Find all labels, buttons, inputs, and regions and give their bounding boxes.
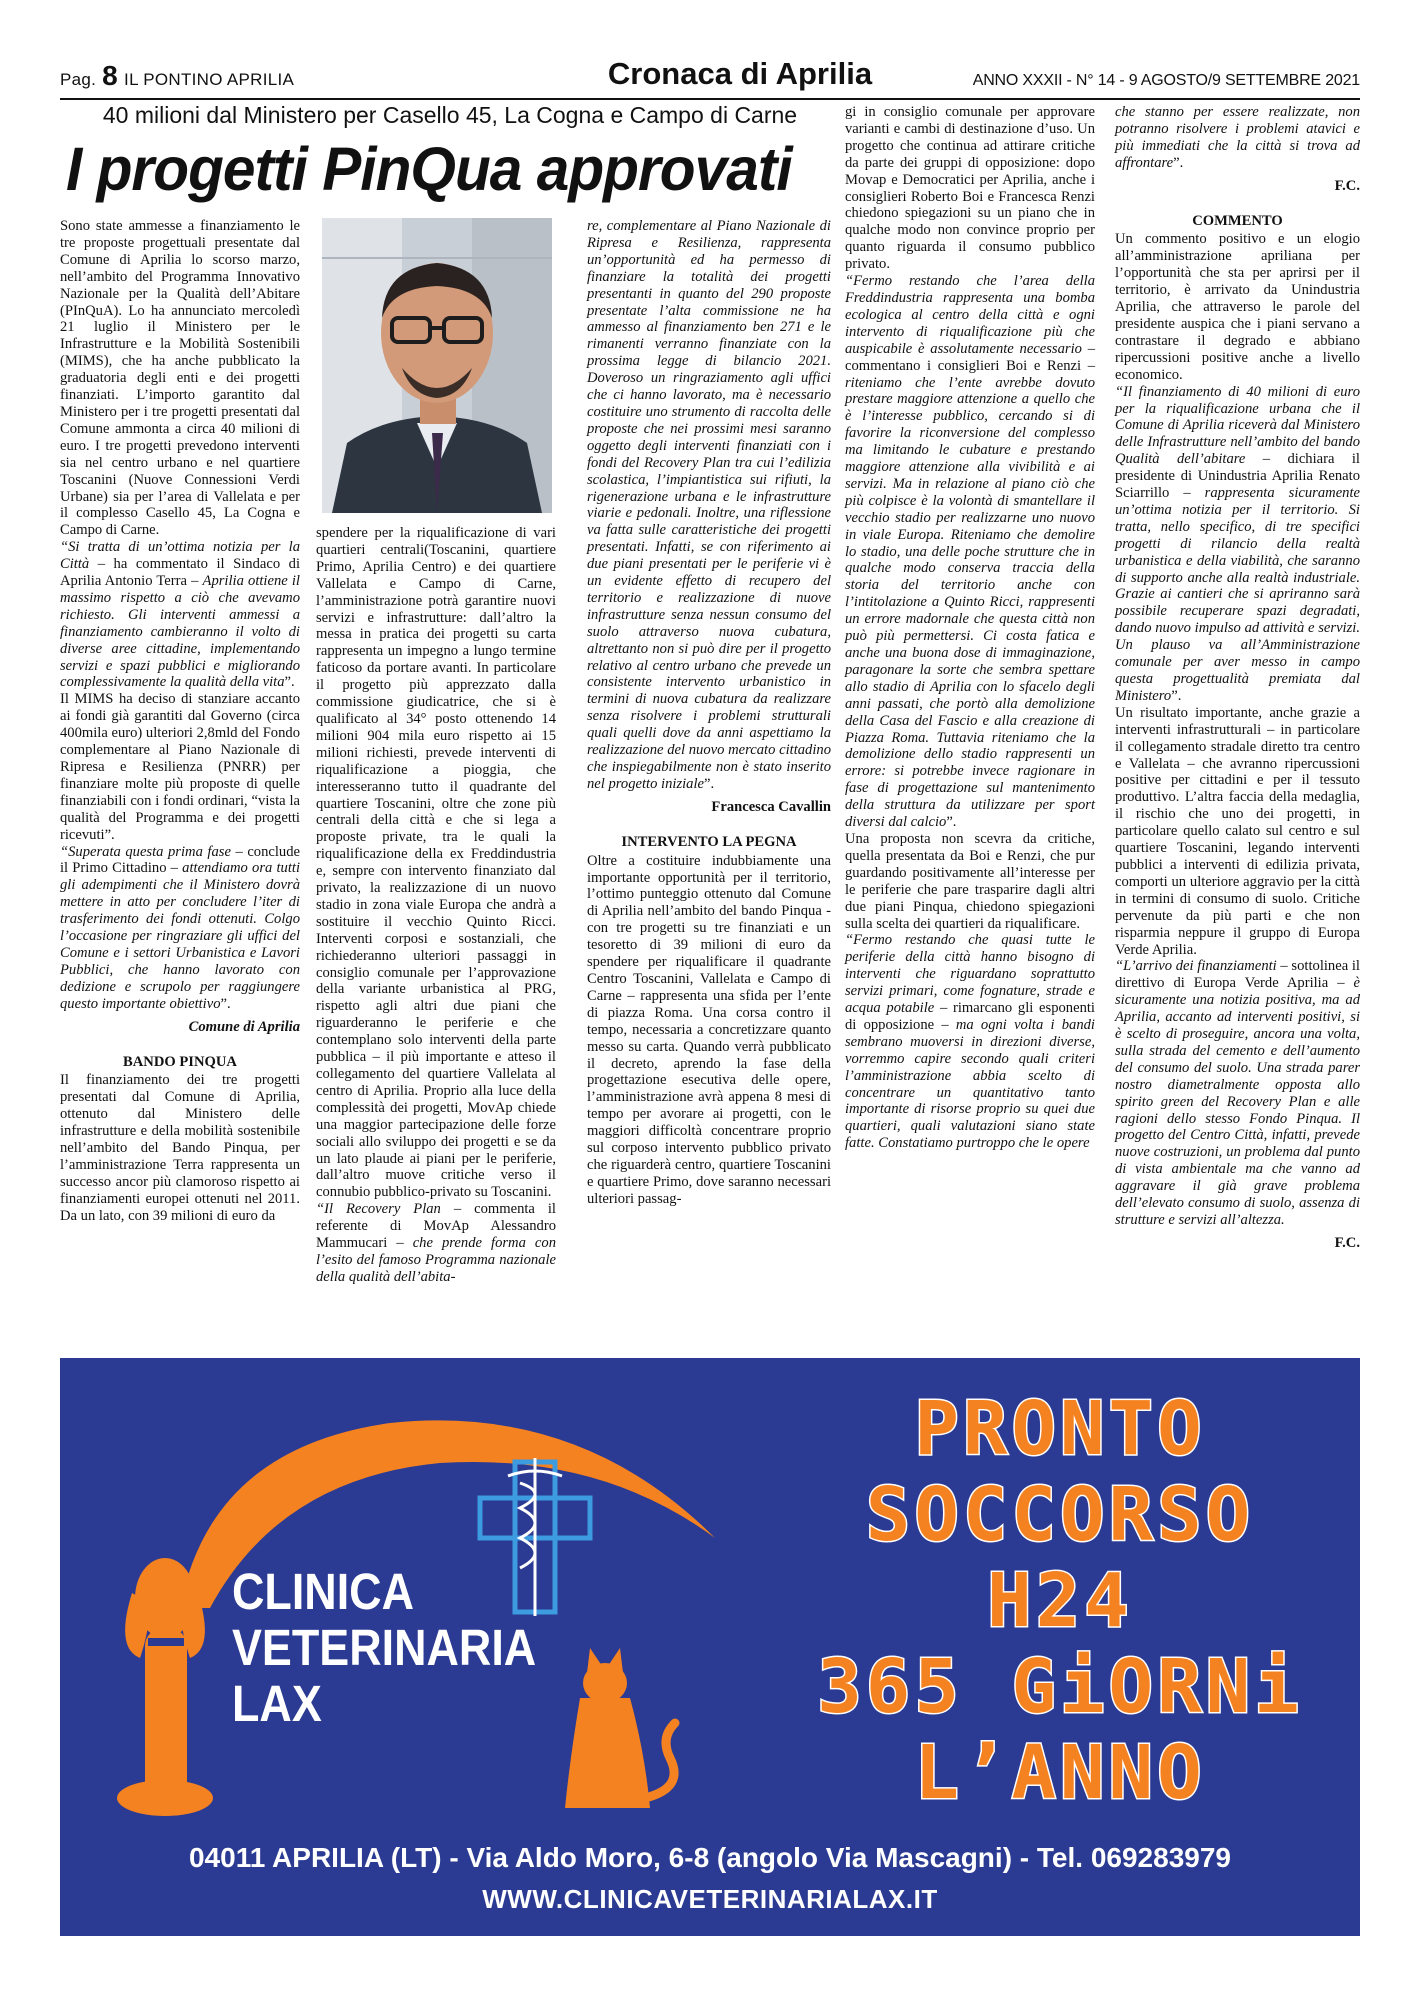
article-column-1 — [60, 218, 300, 1225]
paragraph: Sono state ammesse a finanziamento le tre proposte progettuali presentate dal Comune di Aprilia lo scorso marzo, nell’ambito del Programma Innovativo Nazionale per la Qualità dell’Abitare (PInQuA). Lo ha annunciato mercoledì 21 luglio il Ministero per le Infrastrutture e la Mobilità Sostenibili (MIMS), che ha anche pubblicato la graduatoria degli enti e dei progetti finanziati. L’importo garantito dal Ministero per i tre progetti presentati dal Comune ammonta a circa 40 milioni di euro. I tre progetti prevedono interventi sia nel centro urbano e nel quartiere Toscanini (Nuove Connessioni Verdi Urbane) sia per l’area di Vallelata e per il complesso Casello 45, La Cogna e Campo di Carne. — [60, 218, 300, 539]
clinic-address: 04011 APRILIA (LT) - Via Aldo Moro, 6-8 (angolo Via Mascagni) - Tel. 069283979 — [188, 1842, 1231, 1873]
byline: F.C. — [1334, 177, 1360, 194]
article-column-5 — [1115, 104, 1360, 1256]
paragraph: Il finanziamento dei tre progetti presentati dal Comune di Aprilia, ottenuto dal Ministero delle infrastrutture e della mobilità sostenibile nell’ambito del Bando Pinqua, per l’amministrazione Terra rappresenta un successo ancor più clamoroso rispetto ai finanziamenti europei ottenuti nel 2011. Da un lato, con 39 milioni di euro da — [60, 1072, 300, 1224]
quote-paragraph: “Si tratta di un’ottima notizia per la Città – ha commentato il Sindaco di Aprilia Antonio Terra – Aprilia ottiene il massimo rispetto a ciò che avevamo richiesto. Gli interventi ammessi a finanziamento cambieranno il volto di diverse aree cittadine, implementando servizi e spazi pubblici e migliorando complessivamente la qualità della vita”. — [60, 539, 300, 691]
article-kicker: 40 milioni dal Ministero per Casello 45, La Cogna e Campo di Carne — [102, 102, 798, 128]
paragraph: spendere per la riqualificazione di vari quartieri centrali(Toscanini, quartiere Primo, Aprilia Centro) e dei quartiere Vallelata e Campo di Carne, l’amministrazione potrà garantire nuovi servizi e infrastrutture: dall’altro la messa in pratica dei progetti su carta rappresenta un impegno a lungo termine faticoso da portare avanti. In particolare il progetto più apprezzato dalla commissione giudicatrice, che si è qualificato al 34° posto ottenendo 14 milioni 904 mila euro rispetto ai 15 milioni richiesti, prevede interventi di riqualificazione a pioggia, che interesseranno tutto il quadrante del quartiere Toscanini, oltre che zone più centrali della città e che si lega a proposte private, tra le quali la riqualificazione della ex Freddindustria e, sempre con intervento finanziato dal privato, la realizzazione di un nuovo stadio in zona viale Europa che andrà a sostituire il vecchio Quinto Ricci. Interventi corposi e sostanziali, che richiederanno ulteriori passaggi in consiglio comunale per l’approvazione della variante urbanistica al PRG, rispetto agli altri due piani che riguarderanno le periferie e che contemplano solo interventi della parte pubblica – il più importante e atteso il collegamento del quartiere Vallelata al centro di Aprilia. Proprio alla luce della complessità dei progetti, MovAp chiede una maggior partecipazione delle forze sociali allo sviluppo dei progetti e se da un lato plaude ai piani per le periferie, dall’altro muove critiche verso il connubio pubblico-privato su Toscanini. — [316, 525, 556, 1201]
subheading: INTERVENTO LA PEGNA — [621, 833, 797, 850]
publication-name: IL PONTINO APRILIA — [124, 70, 295, 89]
article-column-2 — [316, 525, 556, 1286]
cat-silhouette-icon — [565, 1648, 675, 1808]
page-info — [60, 60, 294, 92]
byline: Francesca Cavallin — [711, 798, 831, 815]
clinic-advertisement[interactable] — [60, 1358, 1360, 1936]
dog-silhouette-icon — [117, 1558, 213, 1816]
issue-info: ANNO XXXII - N° 14 - 9 AGOSTO/9 SETTEMBRE 2021 — [972, 72, 1360, 89]
paragraph: Il MIMS ha deciso di stanziare accanto ai fondi già garantiti dal Governo (circa 400mila euro) ulteriori 2,8mld del Fondo complementare al Piano Nazionale di Ripresa e Resilienza (PNRR) per finanziare molte più proposte di quelle finanziabili con i fondi ordinari, “vista la qualità del Programma e dei progetti ricevuti”. — [60, 691, 300, 843]
quote-paragraph: “Il Recovery Plan – commenta il referente di MovAp Alessandro Mammucari – che prende forma con l’esito del famoso Programma nazionale della qualità dell’abita- — [316, 1201, 556, 1285]
paragraph: Un risultato importante, anche grazie a interventi infrastrutturali – in particolare il collegamento stradale diretto tra centro e Vallelata – che avranno ripercussioni positive per cittadini e per il tessuto produttivo. L’altra faccia della medaglia, il rischio che uno dei progetti, in particolare quello calato sul centro e sul quartiere Toscanini, legando interventi pubblici a interventi di edilizia privata, comporti un ulteriore aggravio per la città in termini di consumo di suolo. Critiche pervenute da più parti e che non risparmia neppure il gruppo di Europa Verde Aprilia. — [1115, 704, 1360, 958]
page-number: 8 — [102, 60, 119, 91]
quote-paragraph: che stanno per essere realizzate, non potranno risolvere i problemi atavici e più immediati che la città si trova ad affrontare”. — [1115, 104, 1360, 171]
subheading: BANDO PINQUA — [123, 1053, 237, 1070]
quote-paragraph: “Il finanziamento di 40 milioni di euro per la riqualificazione urbana che il Comune di Aprilia riceverà dal Ministero delle Infrastrutture nell’ambito del bando Qualità dell’abitare – dichiara il presidente di Unindustria Aprilia Renato Sciarrillo – rappresenta sicuramente un’ottima notizia per il territorio. Si tratta, nello specifico, di tre specifici progetti di rilancio della realtà urbanistica e della viabilità, che saranno di supporto anche alla realtà industriale. Grazie ai cantieri che si apriranno sarà possibile recuperare spazi degradati, dando nuovo impulso ad attività e servizi. Un plauso va all’Amministrazione comunale per aver messo in campo questa progettualità premiata dal Ministero”. — [1115, 383, 1360, 704]
quote-paragraph: “Superata questa prima fase – conclude il Primo Cittadino – attendiamo ora tutti gli adempimenti che il Ministero dovrà mettere in atto per concludere l’iter di trasferimento dei fondi ottenuti. Colgo l’occasione per ringraziare gli uffici del Comune e i settori Urbanistica e Lavori Pubblici, che hanno lavorato con dedizione e scrupolo per raggiungere questo importante obiettivo”. — [60, 843, 301, 1012]
header-divider — [60, 98, 1360, 100]
portrait-photo — [322, 218, 552, 513]
byline: F.C. — [1334, 1234, 1360, 1251]
paragraph: gi in consiglio comunale per approvare varianti e cambi di destinazione d’uso. Un progetto che continua ad attirare critiche da parte dei gruppi di opposizione: dopo Movap e Democratici per Aprilia, anche i consiglieri Roberto Boi e Francesca Renzi chiedono spiegazioni su un piano che in qualche modo non convince proprio per quanto riguarda il consumo pubblico privato. — [845, 104, 1095, 273]
clinic-website-link[interactable]: WWW.CLINICAVETERINARIALAX.IT — [482, 1884, 938, 1914]
quote-paragraph: “Fermo restando che l’area della Freddindustria rappresenta una bomba ecologica al centro della città e ogni intervento di riqualificazione più che auspicabile è assolutamente necessario – commentano i consiglieri Boi e Renzi – riteniamo che l’ente avrebbe dovuto prestare maggiore attenzione a quello che è l’interesse pubblico, cercando si di favorire la riconversione del complesso ma limitando le cubature e prestando maggiore attenzione alla vivibilità e ai servizi. Ma in relazione al piano ciò che più colpisce è la volontà di smantellare il vecchio stadio per realizzarne uno nuovo in viale Europa. Riteniamo che demolire lo stadio, una delle poche strutture che in qualche modo conserva traccia della storia del territorio anche con l’intitolazione a Quinto Ricci, rappresenti un errore madornale che questa città non può più permettersi. Ci costa fatica e anche una buona dose di immaginazione, paragonare la sorte che sembra spettare allo stadio di Aprilia con lo sfacelo degli anni passati, che portò alla demolizione della Casa del Fascio e alla creazione di Piazza Roma. Tuttavia riteniamo che la demolizione dello stadio rappresenti un errore: si potrebbe invece ragionare in fase di progettazione sul mantenimento della struttura da utilizzare per sport diversi dal calcio”. — [845, 273, 1096, 831]
page-header — [60, 56, 1360, 98]
article-headline: I progetti PinQua approvati — [66, 135, 792, 203]
quote-paragraph: re, complementare al Piano Nazionale di Ripresa e Resilienza, rappresenta un’opportunità ed ha permesso di finanziare la totalità dei progetti presentanti in quanto del 290 proposte presentate l’alta commissione ne ha ammesso al finanziamento ben 271 e le rimanenti verranno finanziate con la prossima legge di bilancio 2021. Doveroso un ringraziamento agli uffici che ci hanno lavorato, ma è necessario costituire uno strumento di raccolta delle proposte che nei prossimi mesi saranno oggetto degli interventi finanziati con i fondi del Recovery Plan tra cui l’edilizia scolastica, l’impiantistica sui rifiuti, la rigenerazione urbana e le infrastrutture viarie e pedonali. Inoltre, una riflessione va fatta sulle caratteristiche dei progetti presentati. Infatti, se con riferimento ai due piani presentati per le periferie vi è un evidente effetto di recupero del territorio e realizzazione di nuove infrastrutture senza nessun consumo del suolo attraverso nuova cubatura, altrettanto non si può dire per il progetto relativo al centro urbano che prevede un consistente intervento urbanistico in termini di nuova cubatura da realizzare senza risolvere i problemi strutturali quali quelli dove da anni aspettiamo la realizzazione del nuovo mercato cittadino che inspiegabilmente non è stato inserito nel progetto iniziale”. — [587, 218, 831, 792]
subheading: COMMENTO — [1192, 212, 1283, 229]
article-column-4 — [845, 104, 1095, 1152]
article-column-3 — [587, 218, 831, 1208]
emergency-slogan: PRONTO SOCCORSO H24 365 GiORNi L’ANNO — [817, 1386, 1303, 1816]
clinic-name: CLINICA VETERINARIA LAX — [232, 1563, 537, 1732]
section-title: Cronaca di Aprilia — [607, 56, 873, 91]
portrait-illustration — [322, 218, 552, 513]
paragraph: Oltre a costituire indubbiamente una importante opportunità per il territorio, l’ottimo punteggio ottenuto dal Comune di Aprilia nell’ambito del bando Pinqua - con tre progetti su tre finanziati e un tesoretto di 39 milioni di euro da spendere per riqualificare il quadrante Centro Toscanini, Vallelata e Campo di Carne – rappresenta una sfida per l’ente di piazza Roma. Una corsa contro il tempo, necessaria a concretizzare quanto messo su carta. Quando verrà pubblicato il decreto, aprendo la fase della progettazione esecutiva delle opere, l’amministrazione avrà appena 8 mesi di tempo per avorare ai progetti, con le maggiori difficoltà concentrare proprio sul corposo intervento pubblico privato che riguarderà centro, quartiere Toscanini e quartiere Primo, dove saranno necessari ulteriori passag- — [587, 852, 831, 1207]
paragraph: Una proposta non scevra da critiche, quella presentata da Boi e Renzi, che pur guardando positivamente all’interesse per le periferie che pare trasparire dagli altri due piani Pinqua, chiedono spiegazioni sulla scelta dei quartieri da riqualificare. — [845, 830, 1095, 932]
quote-paragraph: “L’arrivo dei finanziamenti – sottolinea il direttivo di Europa Verde Aprilia – è sicuramente una notizia positiva, ma ad Aprilia, accanto ad interventi positivi, si è scelto di proseguire, ancora una volta, sulla strada del cemento e dell’aumento del consumo del suolo. Una strada parer nostro diametralmente opposta allo spirito green del Recovery Plan e alle ragioni dello stesso Fondo Pinqua. Il progetto del Centro Città, infatti, prevede nuove costruzioni, un problema dal punto di vista ambientale ma che vanno ad aggravare il già grave problema dell’elevato consumo di suolo, assenza di strutture e servizi all’altezza. — [1115, 958, 1360, 1228]
paragraph: Un commento positivo e un elogio all’amministrazione apriliana per l’opportunità che sta per aprirsi per il territorio, è arrivato da Unindustria Aprilia, che attraverso le parole del presidente auspica che i piani servano a contrastare il degrado e abbiano ripercussioni positive anche a livello economico. — [1115, 231, 1360, 383]
page-prefix: Pag. — [60, 70, 97, 89]
quote-paragraph: “Fermo restando che quasi tutte le periferie della città hanno bisogno di interventi che riguardano soprattutto servizi primari, come fognature, strade e acqua potabile – rimarcano gli esponenti di opposizione – ma ogni volta i bandi sembrano muoversi in direzioni diverse, vorremmo capire secondo quali criteri l’amministrazione abbia scelto di concentrare un quantitativo tanto importante di risorse proprio su quei due quartieri, quali valutazioni siano state fatte. Constatiamo purtroppo che le opere — [845, 932, 1095, 1152]
byline: Comune di Aprilia — [188, 1018, 300, 1035]
